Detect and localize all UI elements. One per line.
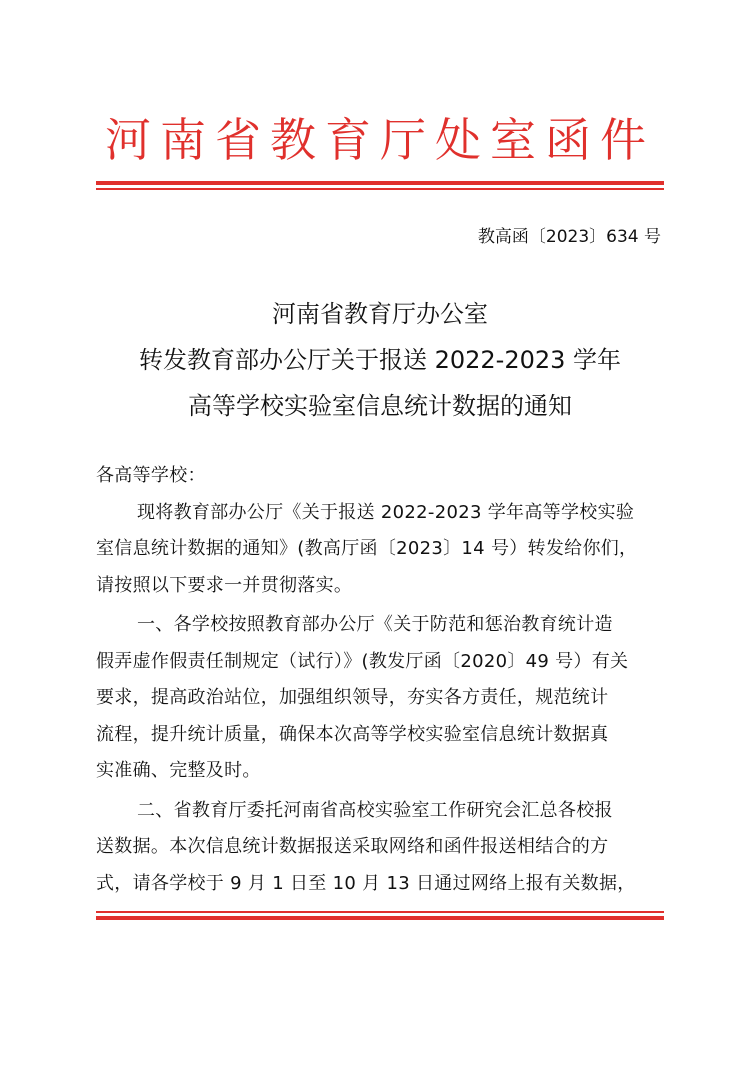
paragraph-2 <box>96 607 664 790</box>
paragraph-line: 现将教育部办公厅《关于报送 2022-2023 学年高等学校实验 <box>137 501 635 523</box>
paragraph-line: 式，请各学校于 9 月 1 日至 10 月 13 日通过网络上报有关数据， <box>96 872 636 894</box>
paragraph-line: 要求，提高政治站位，加强组织领导，夯实各方责任，规范统计 <box>96 687 609 708</box>
footer-rule-thin <box>96 911 664 913</box>
paragraph-line: 二、省教育厅委托河南省高校实验室工作研究会汇总各校报 <box>137 799 613 821</box>
paragraph-line: 室信息统计数据的通知》(教高厅函〔2023〕14 号）转发给你们， <box>96 538 638 559</box>
masthead-rule-thin <box>96 188 664 190</box>
title-line-1: 河南省教育厅办公室 <box>272 300 488 328</box>
document-number: 教高函〔2023〕634 号 <box>477 227 661 247</box>
masthead-rule-thick <box>96 181 664 185</box>
masthead-title: 河南省教育厅处室函件 <box>105 113 655 167</box>
paragraph-line: 假弄虚作假责任制规定（试行）》(教发厅函〔2020〕49 号）有关 <box>96 650 629 672</box>
footer-rule-thick <box>96 916 664 920</box>
paragraph-line: 实准确、完整及时。 <box>96 760 261 781</box>
paragraph-1 <box>96 495 664 605</box>
paragraph-line: 一、各学校按照教育部办公厅《关于防范和惩治教育统计造 <box>137 614 613 635</box>
salutation: 各高等学校： <box>96 465 206 486</box>
document-body <box>96 458 664 902</box>
title-line-3: 高等学校实验室信息统计数据的通知 <box>188 392 572 420</box>
document-title <box>96 291 664 429</box>
paragraph-line: 送数据。本次信息统计数据报送采取网络和函件报送相结合的方 <box>96 836 609 857</box>
paragraph-line: 流程，提升统计质量，确保本次高等学校实验室信息统计数据真 <box>96 723 609 745</box>
paragraph-3 <box>96 793 664 903</box>
paragraph-line: 请按照以下要求一并贯彻落实。 <box>96 574 353 596</box>
title-line-2: 转发教育部办公厅关于报送 2022-2023 学年 <box>138 346 622 374</box>
